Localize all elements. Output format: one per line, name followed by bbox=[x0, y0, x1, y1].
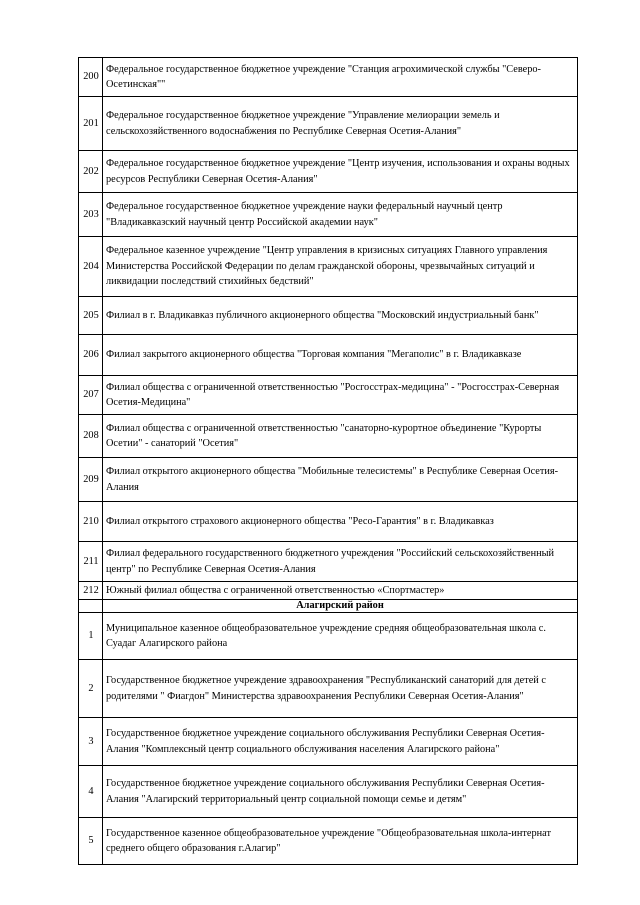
table-row bbox=[79, 718, 578, 766]
organization-name: Филиал открытого страхового акционерного общества "Ресо-Гарантия" в г. Владикавказ bbox=[103, 502, 578, 542]
section-title: Алагирский район bbox=[103, 600, 578, 613]
table-row bbox=[79, 613, 578, 660]
organization-name: Филиал в г. Владикавказ публичного акционерного общества "Московский индустриальный банк" bbox=[103, 297, 578, 335]
table-row bbox=[79, 582, 578, 600]
organization-name: Федеральное казенное учреждение "Центр управления в кризисных ситуациях Главного управления Министерства Российской Федерации по делам гражданской обороны, чрезвычайных ситуаций и ликвидации последствий стихийных бедствий" bbox=[103, 237, 578, 297]
table-row bbox=[79, 297, 578, 335]
organization-name: Филиал открытого акционерного общества "Мобильные телесистемы" в Республике Северная Осетия-Алания bbox=[103, 458, 578, 502]
row-number: 5 bbox=[79, 818, 103, 865]
table-row bbox=[79, 458, 578, 502]
organizations-table-body bbox=[79, 58, 578, 865]
row-number: 202 bbox=[79, 151, 103, 193]
organization-name: Федеральное государственное бюджетное учреждение науки федеральный научный центр "Владикавказский научный центр Российской академии наук" bbox=[103, 193, 578, 237]
organization-name: Южный филиал общества с ограниченной ответственностью «Спортмастер» bbox=[103, 582, 578, 600]
row-number: 200 bbox=[79, 58, 103, 97]
row-number: 206 bbox=[79, 335, 103, 376]
row-number: 209 bbox=[79, 458, 103, 502]
organization-name: Федеральное государственное бюджетное учреждение "Станция агрохимической службы "Северо-Осетинская"" bbox=[103, 58, 578, 97]
table-row bbox=[79, 58, 578, 97]
table-row bbox=[79, 151, 578, 193]
row-number: 210 bbox=[79, 502, 103, 542]
row-number: 208 bbox=[79, 415, 103, 458]
table-row bbox=[79, 542, 578, 582]
organization-name: Филиал общества с ограниченной ответственностью "Росгосстрах-медицина" - "Росгосстрах-Северная Осетия-Медицина" bbox=[103, 376, 578, 415]
table-row bbox=[79, 335, 578, 376]
organizations-table bbox=[78, 57, 578, 865]
row-number: 203 bbox=[79, 193, 103, 237]
organization-name: Филиал федерального государственного бюджетного учреждения "Российский сельскохозяйственный центр" по Республике Северная Осетия-Алания bbox=[103, 542, 578, 582]
row-number: 3 bbox=[79, 718, 103, 766]
row-number: 212 bbox=[79, 582, 103, 600]
row-number: 207 bbox=[79, 376, 103, 415]
table-row bbox=[79, 818, 578, 865]
table-row bbox=[79, 415, 578, 458]
table-row bbox=[79, 660, 578, 718]
table-row bbox=[79, 376, 578, 415]
table-row bbox=[79, 97, 578, 151]
organization-name: Филиал закрытого акционерного общества "Торговая компания "Мегаполис" в г. Владикавказе bbox=[103, 335, 578, 376]
organization-name: Государственное бюджетное учреждение социального обслуживания Республики Северная Осетия-Алания "Комплексный центр социального обслуживания населения Алагирского района" bbox=[103, 718, 578, 766]
table-row bbox=[79, 766, 578, 818]
section-header-row bbox=[79, 600, 578, 613]
organization-name: Государственное бюджетное учреждение социального обслуживания Республики Северная Осетия-Алания "Алагирский территориальный центр социальной помощи семье и детям" bbox=[103, 766, 578, 818]
organization-name: Государственное казенное общеобразовательное учреждение "Общеобразовательная школа-интернат среднего общего образования г.Алагир" bbox=[103, 818, 578, 865]
organization-name: Федеральное государственное бюджетное учреждение "Центр изучения, использования и охраны водных ресурсов Республики Северная Осетия-Алания" bbox=[103, 151, 578, 193]
organization-name: Муниципальное казенное общеобразовательное учреждение средняя общеобразовательная школа с. Суадаг Алагирского района bbox=[103, 613, 578, 660]
row-number: 1 bbox=[79, 613, 103, 660]
row-number: 4 bbox=[79, 766, 103, 818]
row-number: 2 bbox=[79, 660, 103, 718]
row-number: 211 bbox=[79, 542, 103, 582]
section-number-cell bbox=[79, 600, 103, 613]
row-number: 204 bbox=[79, 237, 103, 297]
table-row bbox=[79, 237, 578, 297]
organization-name: Филиал общества с ограниченной ответственностью "санаторно-курортное объединение "Курорты Осетии" - санаторий "Осетия" bbox=[103, 415, 578, 458]
organization-name: Федеральное государственное бюджетное учреждение "Управление мелиорации земель и сельскохозяйственного водоснабжения по Республике Северная Осетия-Алания" bbox=[103, 97, 578, 151]
organization-name: Государственное бюджетное учреждение здравоохранения "Республиканский санаторий для детей с родителями " Фиагдон" Министерства здравоохранения Республики Северная Осетия-Алания" bbox=[103, 660, 578, 718]
table-row bbox=[79, 193, 578, 237]
row-number: 205 bbox=[79, 297, 103, 335]
table-row bbox=[79, 502, 578, 542]
row-number: 201 bbox=[79, 97, 103, 151]
